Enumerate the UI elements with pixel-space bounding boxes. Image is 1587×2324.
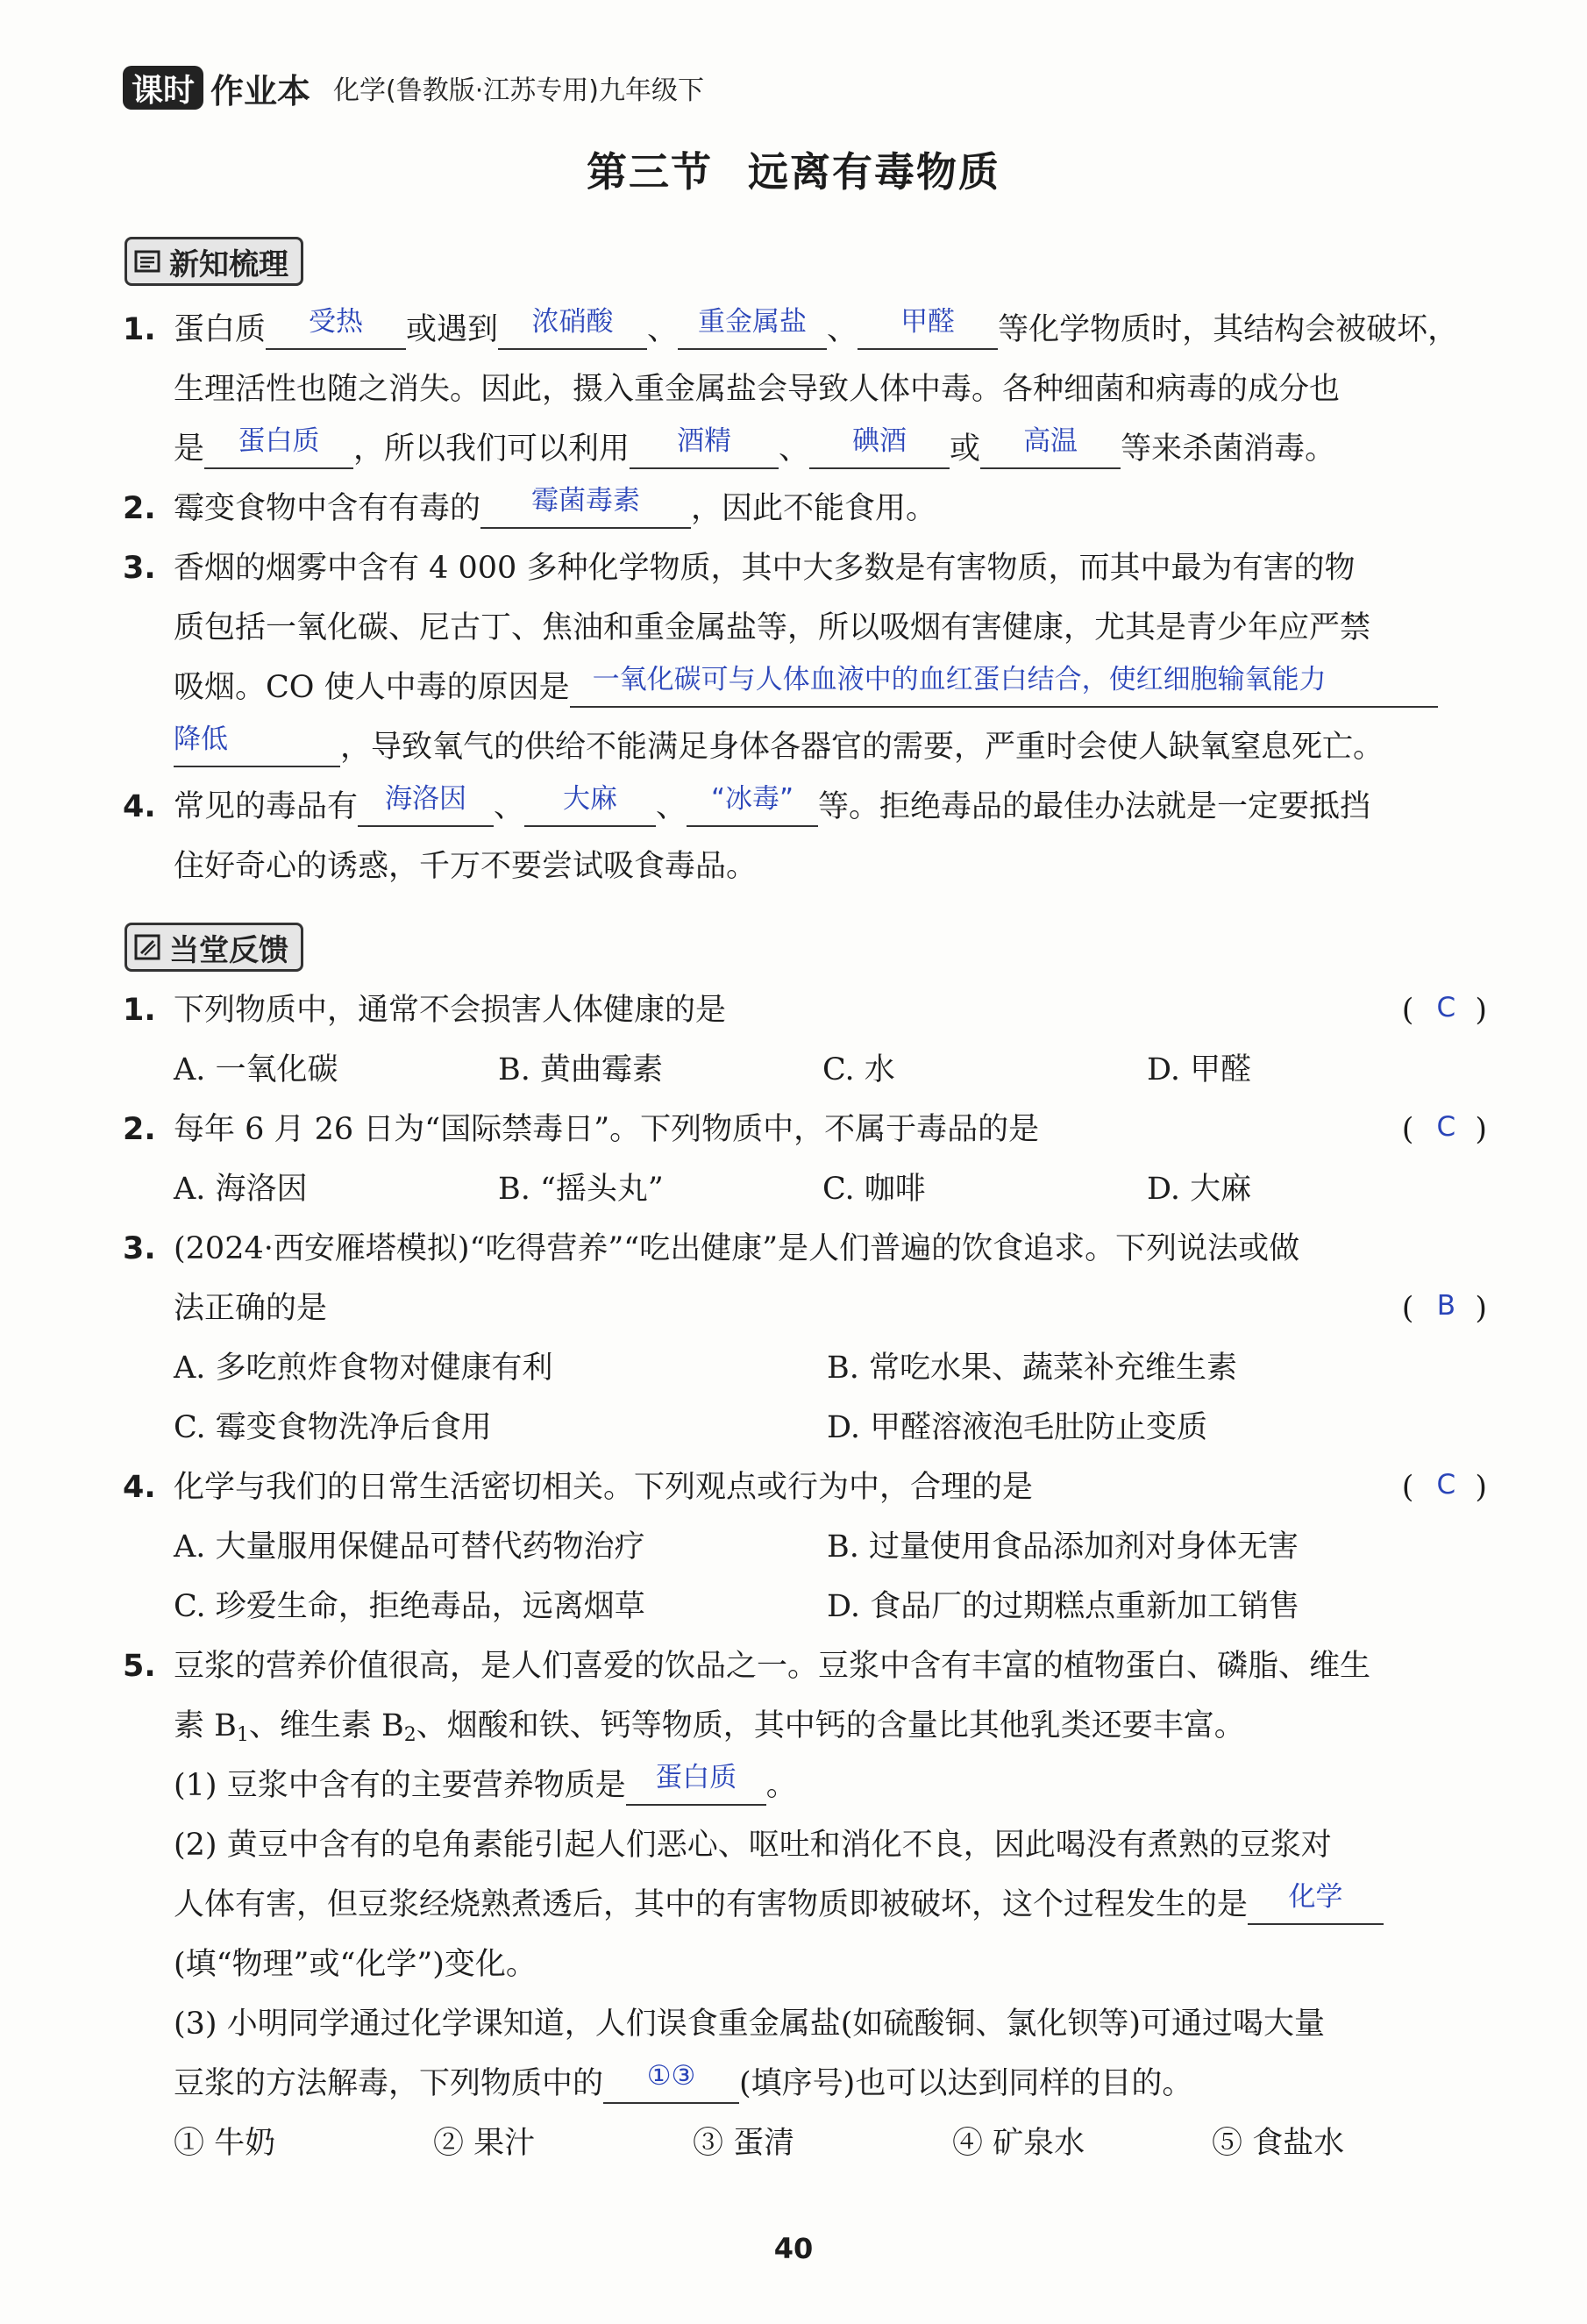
question-stem: 、烟酸和铁、钙等物质，其中钙的含量比其他乳类还要丰富。 [416, 1708, 1245, 1743]
question-line [123, 598, 1491, 658]
question-text: 等。拒绝毒品的最佳办法就是一定要抵挡 [818, 789, 1371, 824]
question-line [123, 1458, 1491, 1517]
section-badge-new-knowledge [125, 237, 303, 286]
question-line [123, 1815, 1491, 1875]
option-5: ⑤ 食盐水 [1212, 2126, 1345, 2161]
answer-blank[interactable] [480, 485, 691, 529]
options-row [123, 1040, 1491, 1100]
answer-text: 海洛因 [385, 783, 467, 815]
question-line [123, 1219, 1491, 1279]
options-row [123, 1398, 1491, 1458]
answer-parentheses[interactable]: ( B ) [1402, 1279, 1491, 1339]
question-text: 蛋白质 [174, 312, 267, 347]
question-text: 香烟的烟雾中含有 4 000 多种化学物质，其中大多数是有害物质，而其中最为有害的物 [174, 551, 1356, 586]
answer-text: 甲醛 [900, 306, 956, 338]
book-logo-tail: 作业本 [210, 71, 311, 110]
option-a: A. 多吃煎炸食物对健康有利 [174, 1351, 553, 1386]
answer-blank[interactable] [626, 1762, 766, 1806]
answer-text: 化学 [1288, 1881, 1343, 1913]
question-number: 2. [123, 1112, 156, 1147]
section-feedback [123, 980, 1491, 2173]
question-line [123, 1994, 1491, 2054]
answer-text: “冰毒” [710, 783, 794, 815]
question-line [123, 1875, 1491, 1935]
page-number: 40 [773, 2232, 814, 2265]
question-number: 2. [123, 491, 156, 526]
question-line [123, 1935, 1491, 1994]
answer-blank[interactable] [687, 783, 818, 827]
question-stem: 素 B [174, 1708, 237, 1743]
answer-blank[interactable] [524, 783, 656, 827]
question-stem: 法正确的是 [174, 1291, 328, 1326]
question-text: 住好奇心的诱惑，千万不要尝试吸食毒品。 [174, 849, 758, 884]
question-line [123, 717, 1491, 777]
subscript: 1 [236, 1724, 249, 1746]
option-c: C. 水 [822, 1052, 895, 1087]
answer-text: 碘酒 [852, 425, 907, 457]
option-c: C. 霉变食物洗净后食用 [174, 1410, 492, 1445]
question-text: 霉变食物中含有有毒的 [174, 491, 481, 526]
option-a: A. 海洛因 [174, 1172, 308, 1207]
options-row [123, 1159, 1491, 1219]
question-line [123, 300, 1491, 360]
answer-text: 浓硝酸 [531, 306, 614, 338]
answer-text: 大麻 [563, 783, 618, 815]
answer-blank[interactable] [174, 724, 340, 767]
question-number: 1. [123, 993, 156, 1028]
answer-blank[interactable] [678, 306, 827, 350]
question-text: 、 [494, 789, 525, 824]
question-line [123, 1756, 1491, 1815]
option-a: A. 一氧化碳 [174, 1052, 338, 1087]
question-line [123, 2054, 1491, 2114]
subject-label: 化学(鲁教版·江苏专用)九年级下 [333, 75, 704, 106]
answer-blank[interactable] [570, 664, 1438, 708]
question-stem: 下列物质中，通常不会损害人体健康的是 [174, 993, 727, 1028]
answer-blank[interactable] [498, 306, 647, 350]
answer-text: 霉菌毒素 [531, 485, 641, 517]
answer-blank[interactable] [266, 306, 406, 350]
question-text: 或 [950, 431, 981, 467]
question-text: 常见的毒品有 [174, 789, 359, 824]
option-3: ③ 蛋清 [693, 2126, 795, 2161]
question-text: 、 [779, 431, 810, 467]
answer-blank[interactable] [858, 306, 998, 350]
answer-text: 降低 [174, 724, 228, 755]
question-text: 、 [647, 312, 679, 347]
answer-blank[interactable] [980, 425, 1121, 469]
question-line [123, 419, 1491, 479]
question-text: 是 [174, 431, 205, 467]
option-d: D. 甲醛 [1147, 1052, 1252, 1087]
answer-blank[interactable] [204, 425, 353, 469]
answer-text: 一氧化碳可与人体血液中的血红蛋白结合，使红细胞输氧能力 [592, 664, 1327, 695]
answer-blank[interactable] [809, 425, 950, 469]
options-row [123, 1517, 1491, 1577]
question-number: 3. [123, 551, 156, 586]
question-stem: (3) 小明同学通过化学课知道，人们误食重金属盐(如硫酸铜、氯化钡等)可通过喝大量 [174, 2007, 1326, 2042]
title-section-number: 第三节 [587, 148, 713, 196]
option-d: D. 食品厂的过期糕点重新加工销售 [827, 1589, 1300, 1624]
question-number: 1. [123, 312, 156, 347]
answer-blank[interactable] [358, 783, 494, 827]
option-d: D. 甲醛溶液泡毛肚防止变质 [827, 1410, 1208, 1445]
question-stem: (1) 豆浆中含有的主要营养物质是 [174, 1768, 626, 1803]
question-text: 、 [827, 312, 858, 347]
question-text: ，导致氧气的供给不能满足身体各器官的需要，严重时会使人缺氧窒息死亡。 [340, 730, 1384, 765]
options-row [123, 2114, 1491, 2173]
question-stem: (2024·西安雁塔模拟)“吃得营养”“吃出健康”是人们普遍的饮食追求。下列说法或做 [174, 1231, 1300, 1266]
answer-text: 蛋白质 [655, 1762, 737, 1793]
question-stem: 、维生素 B [248, 1708, 404, 1743]
answer-text: 受热 [309, 306, 364, 338]
question-stem: 每年 6 月 26 日为“国际禁毒日”。下列物质中，不属于毒品的是 [174, 1112, 1040, 1147]
section-badge-feedback [125, 923, 303, 972]
question-line [123, 538, 1491, 598]
option-1: ① 牛奶 [174, 2126, 276, 2161]
question-line [123, 980, 1491, 1040]
question-text: 等化学物质时，其结构会被破坏， [998, 312, 1459, 347]
question-text: ，因此不能食用。 [691, 491, 937, 526]
question-line [123, 360, 1491, 419]
answer-text: ①③ [646, 2060, 696, 2092]
question-stem: 豆浆的方法解毒，下列物质中的 [174, 2066, 604, 2101]
question-line [123, 658, 1491, 717]
answer-choice: C [1436, 992, 1456, 1023]
answer-blank[interactable] [1248, 1881, 1384, 1925]
option-c: C. 咖啡 [822, 1172, 926, 1207]
question-line [123, 777, 1491, 837]
book-icon [134, 248, 160, 274]
answer-text: 蛋白质 [238, 425, 320, 457]
answer-text: 酒精 [677, 425, 732, 457]
option-4: ④ 矿泉水 [952, 2126, 1085, 2161]
option-b: B. 过量使用食品添加剂对身体无害 [827, 1529, 1299, 1565]
question-number: 5. [123, 1649, 156, 1684]
answer-parentheses[interactable]: ( C ) [1402, 1458, 1491, 1518]
question-text: 质包括一氧化碳、尼古丁、焦油和重金属盐等，所以吸烟有害健康，尤其是青少年应严禁 [174, 610, 1371, 645]
answer-choice: C [1436, 1111, 1456, 1143]
answer-blank[interactable] [603, 2060, 739, 2104]
page-header [123, 63, 704, 112]
answer-choice: B [1436, 1290, 1455, 1322]
question-stem: 。 [765, 1768, 797, 1803]
section-badge-label: 当堂反馈 [169, 932, 288, 968]
question-text: 、 [656, 789, 687, 824]
question-line [123, 1696, 1491, 1756]
section-badge-label: 新知梳理 [169, 246, 288, 282]
answer-parentheses[interactable]: ( C ) [1402, 980, 1491, 1041]
question-text: ，所以我们可以利用 [353, 431, 630, 467]
answer-text: 重金属盐 [698, 306, 808, 338]
title-text: 远离有毒物质 [748, 148, 1000, 196]
pencil-icon [134, 934, 160, 960]
question-stem: 豆浆的营养价值很高，是人们喜爱的饮品之一。豆浆中含有丰富的植物蛋白、磷脂、维生 [174, 1649, 1371, 1684]
answer-blank[interactable] [630, 425, 779, 469]
option-b: B. 黄曲霉素 [498, 1052, 663, 1087]
subscript: 2 [403, 1724, 416, 1746]
question-stem: (2) 黄豆中含有的皂角素能引起人们恶心、呕吐和消化不良，因此喝没有煮熟的豆浆对 [174, 1828, 1332, 1863]
section-new-knowledge [123, 300, 1491, 896]
question-line [123, 1100, 1491, 1159]
question-stem: 化学与我们的日常生活密切相关。下列观点或行为中，合理的是 [174, 1470, 1034, 1505]
question-stem: (填序号)也可以达到同样的目的。 [739, 2066, 1193, 2101]
question-line [123, 479, 1491, 538]
question-number: 3. [123, 1231, 156, 1266]
option-c: C. 珍爱生命，拒绝毒品，远离烟草 [174, 1589, 645, 1624]
option-d: D. 大麻 [1147, 1172, 1252, 1207]
answer-parentheses[interactable]: ( C ) [1402, 1100, 1491, 1160]
question-stem: 人体有害，但豆浆经烧熟煮透后，其中的有害物质即被破坏，这个过程发生的是 [174, 1887, 1249, 1922]
answer-text: 高温 [1023, 425, 1078, 457]
question-text: 吸烟。CO 使人中毒的原因是 [174, 670, 570, 705]
book-logo: 课时 [123, 66, 203, 110]
question-number: 4. [123, 1470, 156, 1505]
option-b: B. “摇头丸” [498, 1172, 664, 1207]
option-a: A. 大量服用保健品可替代药物治疗 [174, 1529, 645, 1565]
question-number: 4. [123, 789, 156, 824]
answer-choice: C [1436, 1469, 1456, 1501]
question-line [123, 837, 1491, 896]
option-2: ② 果汁 [433, 2126, 536, 2161]
page-title [0, 140, 1587, 198]
question-stem: (填“物理”或“化学”)变化。 [174, 1947, 537, 1982]
question-line [123, 1279, 1491, 1338]
question-text: 或遇到 [406, 312, 499, 347]
options-row [123, 1577, 1491, 1636]
question-text: 生理活性也随之消失。因此，摄入重金属盐会导致人体中毒。各种细菌和病毒的成分也 [174, 372, 1341, 407]
question-line [123, 1636, 1491, 1696]
options-row [123, 1338, 1491, 1398]
option-b: B. 常吃水果、蔬菜补充维生素 [827, 1351, 1237, 1386]
question-text: 等来杀菌消毒。 [1121, 431, 1336, 467]
